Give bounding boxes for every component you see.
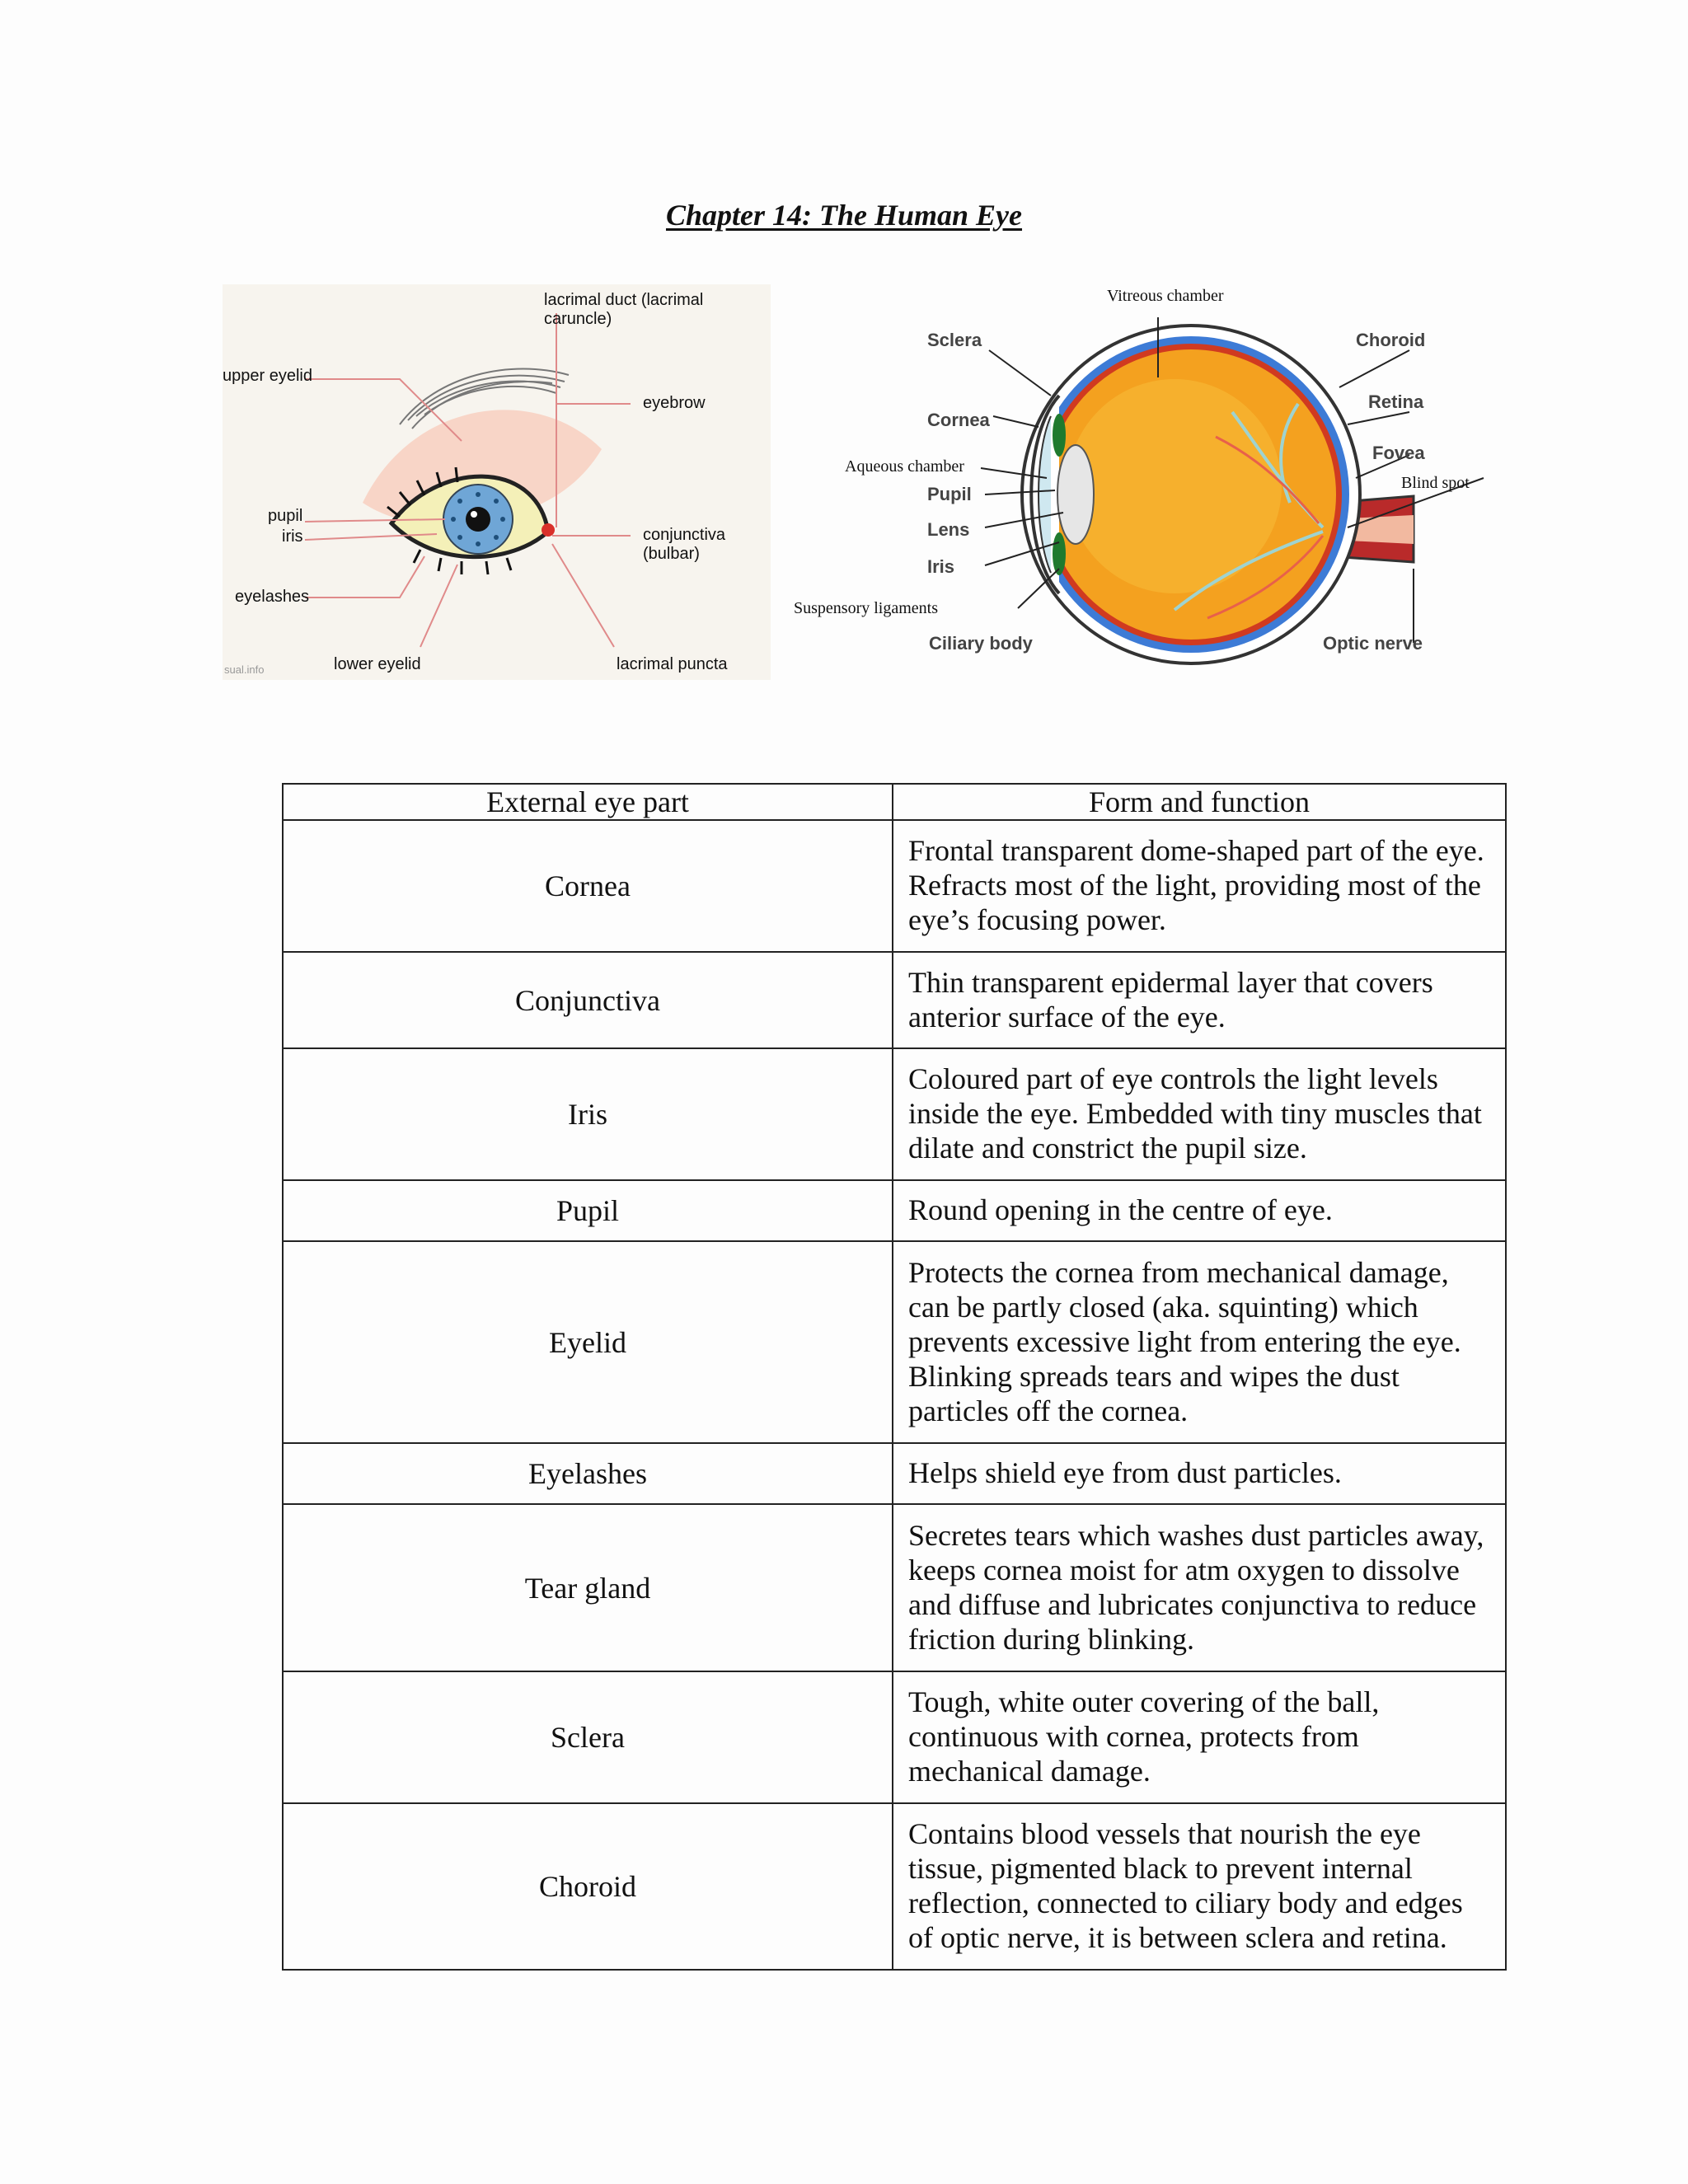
label-lacrimal-duct: lacrimal duct (lacrimal caruncle) — [544, 291, 704, 328]
function-cell: Round opening in the centre of eye. — [893, 1180, 1506, 1241]
label-fovea: Fovea — [1372, 443, 1425, 463]
label-eyebrow: eyebrow — [643, 394, 706, 412]
function-cell: Thin transparent epidermal layer that covers anterior surface of the eye. — [893, 952, 1506, 1048]
label-lower-eyelid: lower eyelid — [334, 655, 421, 673]
label-vitreous-chamber: Vitreous chamber — [1107, 287, 1224, 305]
part-cell: Cornea — [283, 820, 893, 952]
table-row — [283, 1443, 1506, 1504]
function-cell: Frontal transparent dome-shaped part of the eye. Refracts most of the light, providing most of the eye’s focusing power. — [893, 820, 1506, 952]
part-cell: Conjunctiva — [283, 952, 893, 1048]
label-pupil: Pupil — [927, 484, 972, 504]
table-row — [283, 952, 1506, 1048]
label-lens: Lens — [927, 519, 970, 540]
label-lacrimal-puncta: lacrimal puncta — [617, 655, 728, 673]
label-iris: Iris — [927, 556, 955, 577]
header-form-and-function: Form and function — [893, 784, 1506, 820]
function-cell: Helps shield eye from dust particles. — [893, 1443, 1506, 1504]
label-suspensory-ligaments: Suspensory ligaments — [794, 599, 938, 617]
label-ciliary-body: Ciliary body — [929, 633, 1033, 654]
part-cell: Sclera — [283, 1671, 893, 1803]
function-cell: Protects the cornea from mechanical damage, can be partly closed (aka. squinting) which prevents excessive light from entering the eye. Blinking spreads tears and wipes the dust particles off the cornea. — [893, 1241, 1506, 1443]
part-cell: Eyelashes — [283, 1443, 893, 1504]
part-cell: Tear gland — [283, 1504, 893, 1671]
function-cell: Coloured part of eye controls the light levels inside the eye. Embedded with tiny muscles that dilate and constrict the pupil size. — [893, 1048, 1506, 1180]
function-cell: Tough, white outer covering of the ball, continuous with cornea, protects from mechanical damage. — [893, 1671, 1506, 1803]
part-cell: Iris — [283, 1048, 893, 1180]
part-cell: Eyelid — [283, 1241, 893, 1443]
label-conjunctiva: conjunctiva (bulbar) — [643, 526, 726, 563]
label-aqueous-chamber: Aqueous chamber — [845, 457, 964, 476]
table-row — [283, 1504, 1506, 1671]
label-eyelashes: eyelashes — [235, 588, 310, 606]
table-row — [283, 820, 1506, 952]
watermark: sual.info — [224, 663, 265, 676]
function-cell: Contains blood vessels that nourish the eye tissue, pigmented black to prevent internal reflection, connected to ciliary body and edges of optic nerve, it is between sclera and retina. — [893, 1803, 1506, 1970]
part-cell: Pupil — [283, 1180, 893, 1241]
label-retina: Retina — [1368, 391, 1424, 412]
part-cell: Choroid — [283, 1803, 893, 1970]
label-sclera: Sclera — [927, 330, 982, 350]
internal-eye-figure — [787, 280, 1488, 684]
table-row — [283, 1048, 1506, 1180]
eye-parts-table — [282, 783, 1507, 1971]
table-row — [283, 1241, 1506, 1443]
table-row — [283, 1180, 1506, 1241]
label-blind-spot: Blind spot — [1401, 474, 1470, 492]
page-title: Chapter 14: The Human Eye — [665, 199, 1023, 232]
function-cell: Secretes tears which washes dust particles away, keeps cornea moist for atm oxygen to dissolve and diffuse and lubricates conjunctiva to reduce friction during blinking. — [893, 1504, 1506, 1671]
label-pupil: pupil — [268, 507, 303, 525]
label-optic-nerve: Optic nerve — [1323, 633, 1423, 654]
label-upper-eyelid: upper eyelid — [223, 367, 312, 385]
label-iris: iris — [282, 527, 303, 546]
external-eye-figure — [223, 284, 771, 680]
table-row — [283, 1671, 1506, 1803]
header-external-eye-part: External eye part — [283, 784, 893, 820]
label-choroid: Choroid — [1356, 330, 1426, 350]
table-header-row — [283, 784, 1506, 820]
table-row — [283, 1803, 1506, 1970]
label-cornea: Cornea — [927, 410, 990, 430]
